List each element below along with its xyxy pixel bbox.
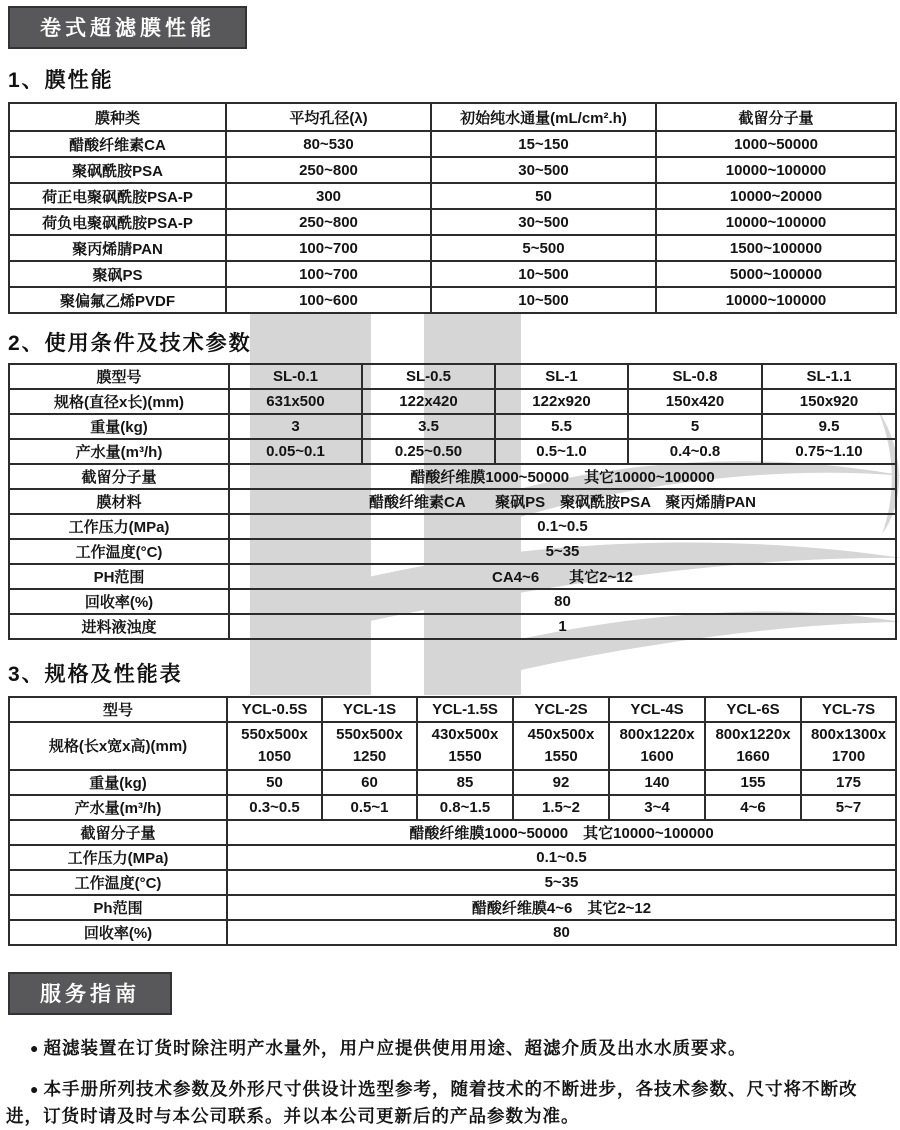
note-paragraph [6, 1076, 890, 1130]
data-cell: 10000~100000 [656, 157, 896, 183]
data-cell: 1 [229, 614, 896, 639]
table-row [9, 564, 896, 589]
header-cell: YCL-1S [322, 697, 417, 722]
data-cell: 550x500x 1050 [227, 722, 322, 770]
table-row [9, 870, 896, 895]
data-cell: 醋酸纤维膜4~6 其它2~12 [227, 895, 896, 920]
specs-performance-table [8, 696, 897, 946]
header-cell: 平均孔径(λ) [226, 103, 431, 131]
data-cell: 122x420 [362, 389, 495, 414]
data-cell: 0.4~0.8 [628, 439, 762, 464]
table-header-row [9, 364, 896, 389]
data-cell: 4~6 [705, 795, 801, 820]
data-cell: 10~500 [431, 261, 656, 287]
usage-conditions-table [8, 363, 897, 640]
data-cell: 175 [801, 770, 896, 795]
service-guide-badge: 服务指南 [8, 972, 172, 1015]
data-cell: 250~800 [226, 209, 431, 235]
table-row [9, 439, 896, 464]
data-cell: 0.5~1 [322, 795, 417, 820]
header-cell: YCL-0.5S [227, 697, 322, 722]
data-cell: 3 [229, 414, 362, 439]
header-cell: 膜种类 [9, 103, 226, 131]
table-row [9, 845, 896, 870]
data-cell: 50 [431, 183, 656, 209]
data-cell: 10000~100000 [656, 209, 896, 235]
data-cell: 60 [322, 770, 417, 795]
data-cell: 0.25~0.50 [362, 439, 495, 464]
header-cell: 膜型号 [9, 364, 229, 389]
row-label-cell: 工作压力(MPa) [9, 514, 229, 539]
table-header-row [9, 103, 896, 131]
table-row [9, 157, 896, 183]
table-row [9, 131, 896, 157]
row-label-cell: 聚丙烯腈PAN [9, 235, 226, 261]
data-cell: 3~4 [609, 795, 705, 820]
data-cell: 5 [628, 414, 762, 439]
data-cell: 0.5~1.0 [495, 439, 628, 464]
table-row [9, 261, 896, 287]
header-cell: SL-0.8 [628, 364, 762, 389]
table-header-row [9, 697, 896, 722]
section-2-heading: 2、使用条件及技术参数 [8, 332, 252, 355]
note-text: 超滤装置在订货时除注明产水量外，用户应提供使用用途、超滤介质及出水水质要求。 [43, 1037, 747, 1058]
note-paragraph [6, 1035, 890, 1062]
header-cell: SL-0.1 [229, 364, 362, 389]
data-cell: 1000~50000 [656, 131, 896, 157]
table-row [9, 414, 896, 439]
data-cell: 800x1220x 1660 [705, 722, 801, 770]
header-cell: YCL-2S [513, 697, 609, 722]
row-label-cell: 工作温度(°C) [9, 870, 227, 895]
data-cell: 92 [513, 770, 609, 795]
data-cell: 30~500 [431, 157, 656, 183]
row-label-cell: 工作温度(°C) [9, 539, 229, 564]
row-label-cell: 产水量(m³/h) [9, 439, 229, 464]
row-label-cell: 规格(直径x长)(mm) [9, 389, 229, 414]
data-cell: 80 [227, 920, 896, 945]
table-row [9, 539, 896, 564]
data-cell: 5~35 [229, 539, 896, 564]
row-label-cell: 工作压力(MPa) [9, 845, 227, 870]
data-cell: 醋酸纤维膜1000~50000 其它10000~100000 [227, 820, 896, 845]
data-cell: 140 [609, 770, 705, 795]
row-label-cell: 截留分子量 [9, 464, 229, 489]
row-label-cell: 荷负电聚砜酰胺PSA-P [9, 209, 226, 235]
note-text: 本手册所列技术参数及外形尺寸供设计选型参考，随着技术的不断进步，各技术参数、尺寸将不断改进，订货时请及时与本公司联系。并以本公司更新后的产品参数为准。 [6, 1078, 858, 1126]
data-cell: 80~530 [226, 131, 431, 157]
table-row [9, 589, 896, 614]
data-cell: 5~500 [431, 235, 656, 261]
header-cell: YCL-6S [705, 697, 801, 722]
table-row [9, 795, 896, 820]
header-cell: YCL-1.5S [417, 697, 513, 722]
data-cell: 30~500 [431, 209, 656, 235]
row-label-cell: 膜材料 [9, 489, 229, 514]
row-label-cell: 回收率(%) [9, 589, 229, 614]
row-label-cell: 聚砜酰胺PSA [9, 157, 226, 183]
data-cell: 3.5 [362, 414, 495, 439]
data-cell: 0.1~0.5 [227, 845, 896, 870]
table-row [9, 920, 896, 945]
header-cell: YCL-7S [801, 697, 896, 722]
bullet-icon: ● [30, 1039, 40, 1056]
page-title-badge: 卷式超滤膜性能 [8, 6, 247, 49]
data-cell: 100~700 [226, 235, 431, 261]
data-cell: 631x500 [229, 389, 362, 414]
data-cell: 10000~20000 [656, 183, 896, 209]
data-cell: 醋酸纤维素CA 聚砜PS 聚砜酰胺PSA 聚丙烯腈PAN [229, 489, 896, 514]
data-cell: 250~800 [226, 157, 431, 183]
row-label-cell: 醋酸纤维素CA [9, 131, 226, 157]
data-cell: 0.8~1.5 [417, 795, 513, 820]
data-cell: 100~600 [226, 287, 431, 313]
row-label-cell: 产水量(m³/h) [9, 795, 227, 820]
row-label-cell: 回收率(%) [9, 920, 227, 945]
data-cell: 0.3~0.5 [227, 795, 322, 820]
data-cell: 1.5~2 [513, 795, 609, 820]
data-cell: 10~500 [431, 287, 656, 313]
data-cell: 9.5 [762, 414, 896, 439]
data-cell: 80 [229, 589, 896, 614]
data-cell: 0.1~0.5 [229, 514, 896, 539]
header-cell: SL-1 [495, 364, 628, 389]
table-row [9, 820, 896, 845]
section-1-heading: 1、膜性能 [8, 69, 114, 92]
data-cell: 550x500x 1250 [322, 722, 417, 770]
table-row [9, 235, 896, 261]
row-label-cell: 进料液浊度 [9, 614, 229, 639]
data-cell: 100~700 [226, 261, 431, 287]
data-cell: 450x500x 1550 [513, 722, 609, 770]
data-cell: 150x920 [762, 389, 896, 414]
section-3-heading: 3、规格及性能表 [8, 663, 183, 686]
row-label-cell: 荷正电聚砜酰胺PSA-P [9, 183, 226, 209]
table-row [9, 770, 896, 795]
data-cell: 5~35 [227, 870, 896, 895]
data-cell: 0.75~1.10 [762, 439, 896, 464]
table-row [9, 209, 896, 235]
row-label-cell: 规格(长x宽x高)(mm) [9, 722, 227, 770]
data-cell: 50 [227, 770, 322, 795]
header-cell: SL-0.5 [362, 364, 495, 389]
header-cell: YCL-4S [609, 697, 705, 722]
table-row [9, 389, 896, 414]
data-cell: 300 [226, 183, 431, 209]
data-cell: 0.05~0.1 [229, 439, 362, 464]
data-cell: 122x920 [495, 389, 628, 414]
data-cell: 800x1300x 1700 [801, 722, 896, 770]
row-label-cell: Ph范围 [9, 895, 227, 920]
header-cell: 型号 [9, 697, 227, 722]
data-cell: 430x500x 1550 [417, 722, 513, 770]
table-row [9, 287, 896, 313]
bullet-icon: ● [30, 1080, 40, 1097]
data-cell: 800x1220x 1600 [609, 722, 705, 770]
table-row [9, 614, 896, 639]
row-label-cell: 聚偏氟乙烯PVDF [9, 287, 226, 313]
service-notes [6, 1035, 890, 1130]
table-row [9, 514, 896, 539]
data-cell: 醋酸纤维膜1000~50000 其它10000~100000 [229, 464, 896, 489]
data-cell: 10000~100000 [656, 287, 896, 313]
table-row [9, 722, 896, 770]
row-label-cell: 聚砜PS [9, 261, 226, 287]
header-cell: 初始纯水通量(mL/cm².h) [431, 103, 656, 131]
header-cell: SL-1.1 [762, 364, 896, 389]
data-cell: CA4~6 其它2~12 [229, 564, 896, 589]
table-row [9, 464, 896, 489]
data-cell: 5.5 [495, 414, 628, 439]
table-row [9, 489, 896, 514]
data-cell: 5000~100000 [656, 261, 896, 287]
data-cell: 150x420 [628, 389, 762, 414]
row-label-cell: 截留分子量 [9, 820, 227, 845]
data-cell: 155 [705, 770, 801, 795]
data-cell: 85 [417, 770, 513, 795]
membrane-performance-table [8, 102, 897, 314]
data-cell: 5~7 [801, 795, 896, 820]
header-cell: 截留分子量 [656, 103, 896, 131]
table-row [9, 183, 896, 209]
row-label-cell: PH范围 [9, 564, 229, 589]
table-row [9, 895, 896, 920]
data-cell: 1500~100000 [656, 235, 896, 261]
data-cell: 15~150 [431, 131, 656, 157]
row-label-cell: 重量(kg) [9, 414, 229, 439]
row-label-cell: 重量(kg) [9, 770, 227, 795]
